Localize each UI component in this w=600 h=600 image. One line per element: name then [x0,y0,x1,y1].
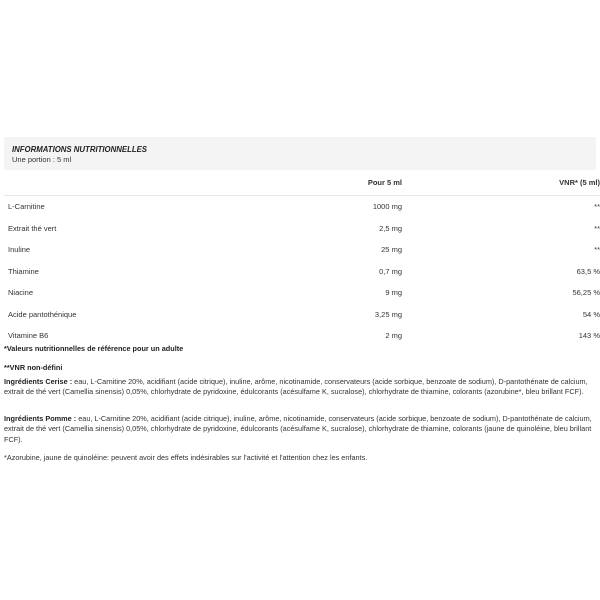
nutrient-vnr: 56,25 % [572,288,600,298]
nutrient-name: L-Carnitine [8,202,45,212]
header-per-serving: Pour 5 ml [258,170,402,196]
table-row [4,239,600,261]
nutrient-name: Inuline [8,245,31,255]
table-row [4,218,600,240]
nutrient-amount: 1000 mg [372,202,402,212]
nutrient-name: Niacine [8,288,34,298]
nutrient-vnr: 143 % [578,331,600,341]
vnr-undefined-footnote: **VNR non-défini [4,363,63,372]
nutrient-vnr: ** [594,202,600,212]
nutrient-name: Thiamine [8,266,39,276]
ingredients-cerise-label: Ingrédients Cerise : [4,377,73,386]
nutrient-vnr: ** [594,245,600,255]
nutrient-name: Extrait thé vert [8,223,57,233]
table-header-row [4,170,600,196]
nutrition-table [4,170,600,347]
nutrient-amount: 0,7 mg [379,266,402,276]
nutrient-vnr: 54 % [582,309,600,319]
nutrient-vnr: 63,5 % [576,266,600,276]
colorant-warning: *Azorubine, jaune de quinoléine: peuvent avoir des effets indésirables sur l'activité et l'attention chez les enfants. [4,453,368,462]
nutrient-amount: 25 mg [381,245,402,255]
nutrient-amount: 9 mg [385,288,402,298]
table-row [4,196,600,218]
nutrient-amount: 3,25 mg [374,309,402,319]
ingredients-pomme [4,414,596,445]
nutrient-name: Acide pantothénique [8,309,77,319]
header-vnr: VNR* (5 ml) [402,170,600,196]
nutrient-amount: 2,5 mg [379,223,402,233]
ingredients-cerise-text: eau, L-Carnitine 20%, acidifiant (acide citrique), inuline, arôme, nicotinamide, conservateurs (acide sorbique, benzoate de sodium), D-pantothénate de calcium, extrait de thé vert (Camellia sinensis) 0,05%, chlorhydrate de pyridoxine, édulcorants (acésulfame K, sucralose), chlorhydrate de thiamine, colorants (azorubine*, bleu brillant FCF). [4,377,588,397]
ingredients-pomme-text: eau, L-Carnitine 20%, acidifiant (acide citrique), inuline, arôme, nicotinamide, conservateurs (acide sorbique, benzoate de sodium), D-pantothénate de calcium, extrait de thé vert (Camellia sinensis) 0,05%, chlorhydrate de pyridoxine, édulcorants (acésulfame K, sucralose), chlorhydrate de thiamine, colorants (jaune de quinoléine, bleu brillant FCF). [4,414,592,444]
ingredients-pomme-label: Ingrédients Pomme : [4,414,77,423]
header-nutrient [4,170,258,196]
ingredients-cerise [4,377,596,398]
table-row [4,304,600,326]
nutrient-vnr: ** [594,223,600,233]
nutrition-info-header [4,137,596,170]
portion-size: Une portion : 5 ml [12,155,72,164]
vnr-footnote: *Valeurs nutritionnelles de référence pour un adulte [4,344,184,353]
nutrient-name: Vitamine B6 [8,331,49,341]
table-row [4,261,600,283]
nutrition-title: INFORMATIONS NUTRITIONNELLES [12,145,147,154]
nutrition-panel [4,137,600,347]
nutrient-amount: 2 mg [385,331,402,341]
table-row [4,282,600,304]
